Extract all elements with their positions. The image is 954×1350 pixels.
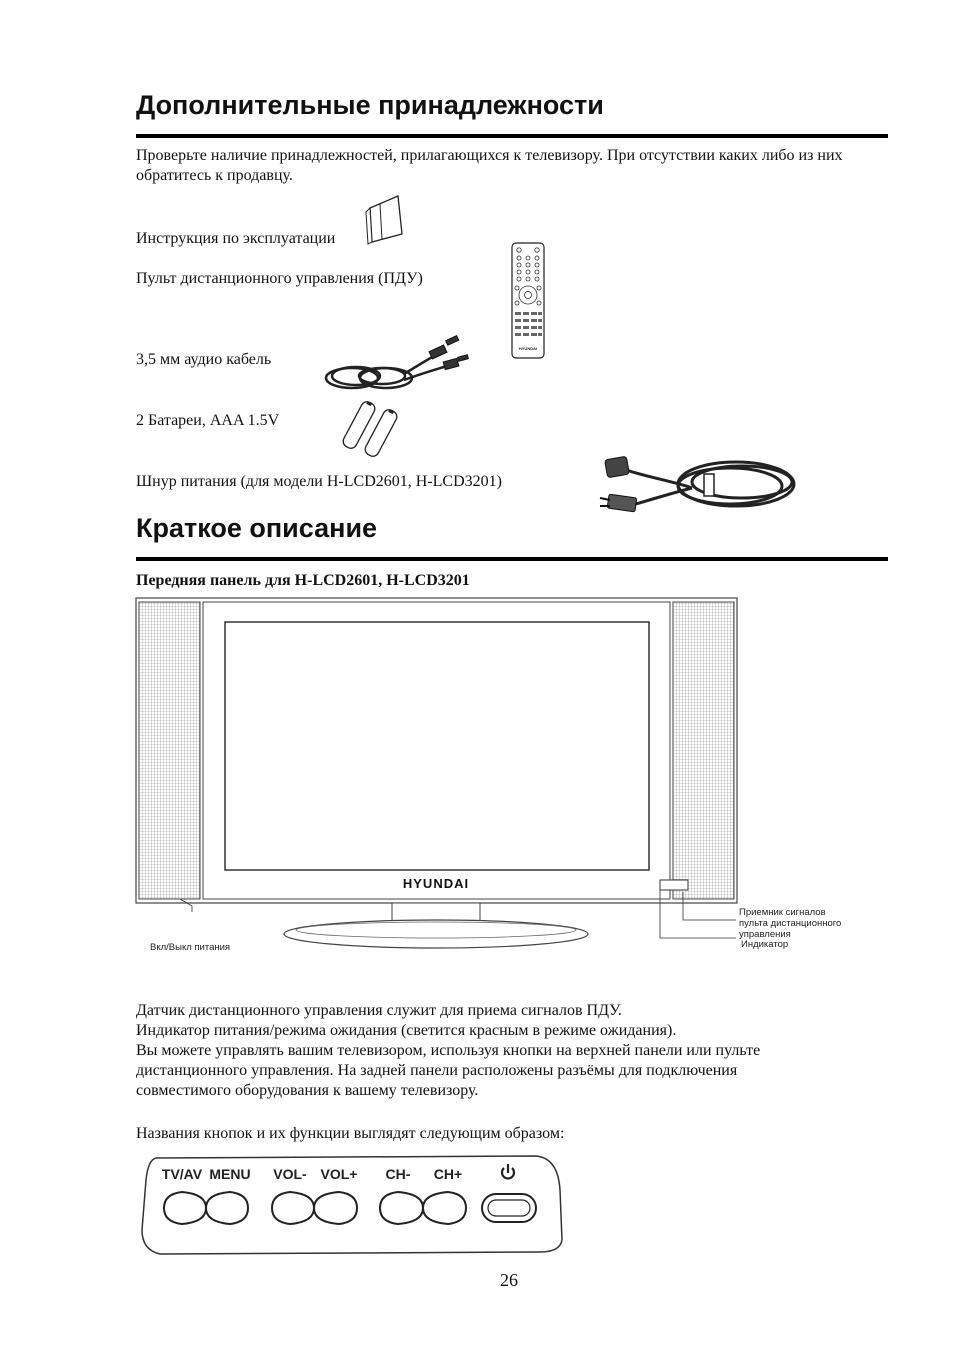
button-label-vol-plus: VOL+ <box>320 1166 358 1182</box>
control-buttons-diagram <box>136 1150 568 1260</box>
overview-rule <box>136 557 888 561</box>
tv-brand-text: HYUNDAI <box>402 876 470 891</box>
power-cord-icon <box>596 448 800 520</box>
button-label-ch-plus: CH+ <box>433 1166 463 1182</box>
remote-brand-text: HYUNDAI <box>518 346 538 351</box>
tv-screen <box>225 622 649 870</box>
section-title-overview: Краткое описание <box>136 513 378 543</box>
title-rule <box>136 134 888 138</box>
button-label-tvav: TV/AV <box>161 1166 203 1182</box>
remote-receiver <box>660 880 688 890</box>
callout-indicator: Индикатор <box>741 939 789 950</box>
overview-paragraph: Датчик дистанционного управления служит для приема сигналов ПДУ. Индикатор питания/режима ожидания (светится красным в режиме ожидания). Вы можете управлять вашим телевизором, используя кнопки на верхней панели или пульте дистанционного управления. На задней панели расположены разъёмы для подключения совместимого оборудования к вашему телевизору. <box>136 1002 761 1099</box>
item-batteries-label: 2 Батареи, AAA 1.5V <box>136 412 280 429</box>
button-label-menu: MENU <box>209 1166 251 1182</box>
callout-power: Вкл/Выкл питания <box>150 942 231 953</box>
page-number: 26 <box>500 1270 518 1290</box>
buttons-intro: Названия кнопок и их функции выглядят следующим образом: <box>136 1125 565 1142</box>
button-label-vol-minus: VOL- <box>273 1166 307 1182</box>
batteries-icon <box>340 398 410 462</box>
item-audio-cable-label: 3,5 мм аудио кабель <box>136 351 272 368</box>
tv-stand-base <box>284 920 588 948</box>
front-panel-caption: Передняя панель для H-LCD2601, H-LCD3201 <box>136 572 470 589</box>
remote-control-icon <box>510 242 546 360</box>
item-manual-label: Инструкция по эксплуатации <box>136 230 336 247</box>
audio-cable-icon <box>322 330 472 400</box>
section-title-accessories: Дополнительные принадлежности <box>136 90 604 120</box>
right-speaker <box>673 602 734 899</box>
callout-receiver: Приемник сигналов пульта дистанционного управления <box>739 907 842 940</box>
accessories-intro: Проверьте наличие принадлежностей, прилагающихся к телевизору. При отсутствии каких либо из них обратитесь к продавцу. <box>136 147 843 184</box>
left-speaker <box>139 602 200 899</box>
item-remote-label: Пульт дистанционного управления (ПДУ) <box>136 270 423 287</box>
item-power-cord-label: Шнур питания (для модели H-LCD2601, H-LCD3201) <box>136 473 502 490</box>
button-label-ch-minus: CH- <box>385 1166 411 1182</box>
manual-icon <box>358 190 414 246</box>
